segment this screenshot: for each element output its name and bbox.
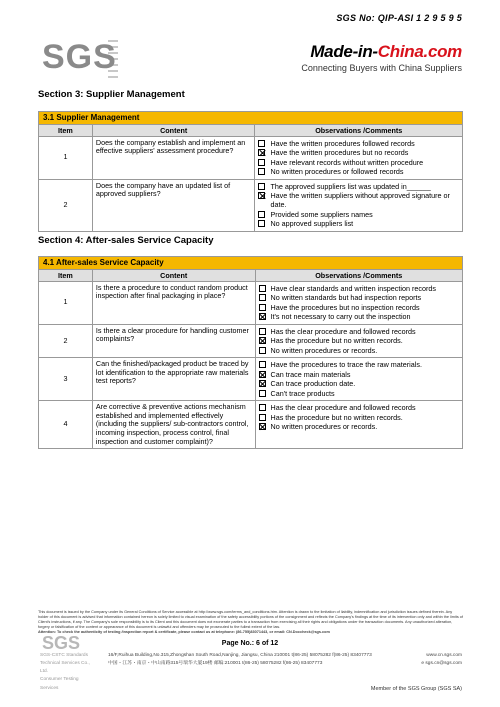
observations-cell [255, 324, 462, 358]
sgs-logo [40, 36, 118, 86]
after-sales-table [38, 256, 463, 449]
observation-option [258, 158, 459, 167]
unchecked-box-icon[interactable] [258, 168, 265, 175]
observation-option [258, 139, 459, 148]
observation-option [259, 284, 459, 293]
observation-option [259, 293, 459, 302]
option-label: Have relevant records without written procedure [270, 157, 424, 167]
observation-option [258, 210, 459, 219]
item-number: 2 [39, 324, 93, 358]
unchecked-box-icon[interactable] [259, 414, 266, 421]
col-observations: Observations /Comments [255, 124, 463, 136]
checked-box-icon[interactable] [259, 313, 266, 320]
made-in-china-logo [301, 42, 462, 73]
mic-tagline: Connecting Buyers with China Suppliers [301, 63, 462, 73]
item-number: 2 [39, 179, 93, 231]
section3-title: Section 3: Supplier Management [38, 89, 185, 100]
footer-sgs-logo: SGS [42, 633, 81, 653]
option-label: No written procedures or followed records [270, 167, 404, 177]
observation-option [259, 336, 459, 345]
question-content: Is there a clear procedure for handling customer complaints? [92, 324, 255, 358]
col-item: Item [39, 124, 93, 136]
page-number: Page No.: 6 of 12 [221, 640, 279, 647]
observations-cell [255, 179, 463, 231]
option-label: No approved suppliers list [270, 219, 354, 229]
observation-option [259, 379, 459, 388]
question-content: Does the company establish and implement an effective suppliers' assessment procedure? [92, 136, 255, 179]
table-title: 3.1 Supplier Management [39, 112, 463, 125]
unchecked-box-icon[interactable] [259, 294, 266, 301]
observation-option [259, 360, 459, 369]
observation-option [259, 312, 459, 321]
col-content: Content [92, 269, 255, 281]
option-label: Have the written procedures followed records [270, 138, 415, 148]
option-label: Has the procedure but no written records. [270, 412, 403, 422]
option-label: Have the written procedures but no records [270, 148, 409, 158]
option-label: Can trace production date. [270, 379, 356, 389]
observation-option [258, 167, 459, 176]
table-row [39, 136, 463, 179]
sgs-logo-text: SGS [42, 38, 117, 76]
table-row [39, 401, 463, 449]
footer-address [108, 652, 372, 668]
checked-box-icon[interactable] [258, 149, 265, 156]
observation-option [259, 346, 459, 355]
option-label: The approved suppliers list was updated in______ [270, 181, 431, 191]
observation-option [259, 327, 459, 336]
option-label: Has the clear procedure and followed records [270, 403, 416, 413]
option-label: No written procedures or records. [270, 345, 378, 355]
question-content: Is there a procedure to conduct random product inspection after final packaging in place? [92, 281, 255, 324]
checked-box-icon[interactable] [259, 380, 266, 387]
option-label: No written standards but had inspection reports [270, 293, 422, 303]
option-label: Have the written suppliers without approved signature or date. [270, 191, 450, 210]
unchecked-box-icon[interactable] [259, 404, 266, 411]
option-label: Have clear standards and written inspection records [270, 283, 436, 293]
option-label: Has the procedure but no written records. [270, 336, 403, 346]
unchecked-box-icon[interactable] [259, 347, 266, 354]
attention-text: Attention: To check the authenticity of testing /inspection report & certificate, please contact us at telephone: (86-755)83071443, or email: CN.Doccheck@sgs.com [38, 629, 330, 634]
option-label: Have the procedures but no inspection records [270, 302, 420, 312]
observations-cell [255, 358, 462, 401]
section4-title: Section 4: After-sales Service Capacity [38, 235, 214, 246]
col-item: Item [39, 269, 93, 281]
unchecked-box-icon[interactable] [258, 159, 265, 166]
observation-option [259, 389, 459, 398]
member-statement: Member of the SGS Group (SGS SA) [370, 686, 462, 692]
option-label: Has the clear procedure and followed records [270, 326, 416, 336]
item-number: 1 [39, 281, 93, 324]
option-label: Can trace main materials [270, 369, 351, 379]
disclaimer-text: This document is issued by the Company under its General Conditions of Service accessible at http://www.sgs.com/terms_and_conditions.htm. Attention is drawn to the limitation of liability, indemnification and jurisdiction issues defined therein. Any holder of this document is advised that information contained hereon is solely limited to visual examination of the safety accessibility portions of the consignment and reflects the Company's findings at the time of its intervention only and within the limits of Client's instructions, if any. The Company's sole responsibility is to its Client and this document does not exonerate parties to a transaction from exercising all their rights and obligations under the transaction documents. Any unauthorized alteration, forgery or falsification of the content or appearance of this document is unlawful and offenders may be prosecuted to the fullest extent of the law. [38, 610, 463, 629]
question-content: Can the finished/packaged product be traced by lot identification to the appropriate raw materials test reports? [92, 358, 255, 401]
unchecked-box-icon[interactable] [258, 140, 265, 147]
observation-option [259, 413, 459, 422]
table-row [39, 324, 463, 358]
footer-contact [421, 652, 462, 668]
address-cn: 中国・江苏・南京・中山南路315号瑞华大厦19楼 邮编:210001 t(86-25) 58075282 f(86-25) 83407773 [108, 661, 323, 667]
observation-option [259, 422, 459, 431]
table-row [39, 179, 463, 231]
company-name: SGS-CSTC Standards Technical Services Co., Ltd. [40, 653, 90, 675]
observation-option [259, 303, 459, 312]
option-label: Have the procedures to trace the raw materials. [270, 360, 422, 370]
company-division: Consumer Testing Services [40, 677, 79, 691]
checked-box-icon[interactable] [259, 337, 266, 344]
observation-option [259, 403, 459, 412]
unchecked-box-icon[interactable] [258, 220, 265, 227]
mic-brand-pre: Made-in- [310, 42, 378, 61]
question-content: Are corrective & preventive actions mechanism established and implemented effectively (including the suppliers/ sub-contractors control, incoming inspection, process control, final inspection and customer complaint)? [92, 401, 255, 449]
sgs-number: SGS No: QIP-ASI 1 2 9 5 9 5 [336, 13, 462, 23]
unchecked-box-icon[interactable] [259, 285, 266, 292]
checked-box-icon[interactable] [258, 192, 265, 199]
checked-box-icon[interactable] [259, 423, 266, 430]
table-row [39, 281, 463, 324]
supplier-management-table [38, 111, 463, 232]
observation-option [258, 219, 459, 228]
observations-cell [255, 281, 462, 324]
option-label: Provided some suppliers names [270, 209, 373, 219]
option-label: No written procedures or records. [270, 422, 378, 432]
unchecked-box-icon[interactable] [258, 183, 265, 190]
footer-company [40, 652, 92, 693]
email-link[interactable]: e sgs.cn@sgs.com [421, 661, 462, 667]
col-observations: Observations /Comments [255, 269, 462, 281]
footer-disclaimer [38, 610, 463, 635]
item-number: 4 [39, 401, 93, 449]
option-label: It's not necessary to carry out the inspection [270, 312, 411, 322]
table-row [39, 358, 463, 401]
mic-brand-post: China.com [377, 42, 462, 61]
unchecked-box-icon[interactable] [258, 211, 265, 218]
unchecked-box-icon[interactable] [259, 390, 266, 397]
address-en: 16/F,Ruihua Building,No.315,Zhongshan South Road,Nanjing, Jiangsu, China 210001 t(86-25) 58075282 f(86-25) 83407773 [108, 653, 372, 658]
observation-option [258, 148, 459, 157]
unchecked-box-icon[interactable] [259, 304, 266, 311]
observations-cell [255, 136, 463, 179]
observation-option [258, 182, 459, 191]
table-title: 4.1 After-sales Service Capacity [39, 257, 463, 270]
checked-box-icon[interactable] [259, 371, 266, 378]
item-number: 3 [39, 358, 93, 401]
item-number: 1 [39, 136, 93, 179]
col-content: Content [92, 124, 255, 136]
question-content: Does the company have an updated list of approved suppliers? [92, 179, 255, 231]
observation-option [259, 370, 459, 379]
unchecked-box-icon[interactable] [259, 361, 266, 368]
website-link[interactable]: www.cn.sgs.com [426, 653, 462, 658]
observations-cell [255, 401, 462, 449]
observation-option [258, 191, 459, 209]
option-label: Can't trace products [270, 388, 335, 398]
unchecked-box-icon[interactable] [259, 328, 266, 335]
